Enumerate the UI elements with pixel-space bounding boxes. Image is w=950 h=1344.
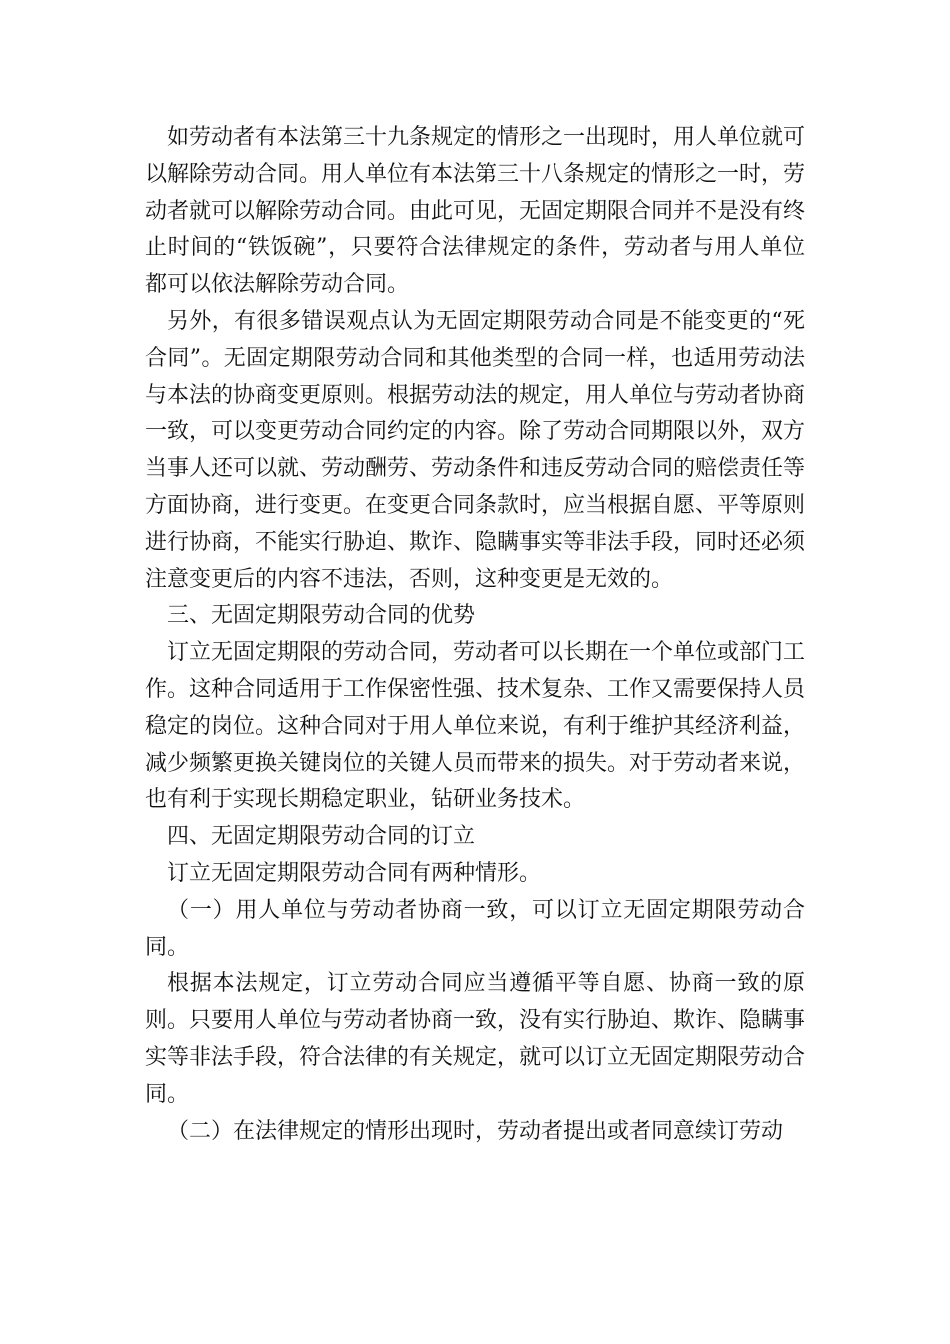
paragraph-case-one: 根据本法规定，订立劳动合同应当遵循平等自愿、协商一致的原则。只要用人单位与劳动者协商一致，没有实行胁迫、欺诈、隐瞒事实等非法手段，符合法律的有关规定，就可以订立无固定期限劳动合同。 [145,971,806,1107]
paragraph-termination: 如劳动者有本法第三十九条规定的情形之一出现时，用人单位就可以解除劳动合同。用人单位有本法第三十八条规定的情形之一时，劳动者就可以解除劳动合同。由此可见，无固定期限合同并不是没有终止时间的“铁饭碗”，只要符合法律规定的条件，劳动者与用人单位都可以依法解除劳动合同。 [145,125,806,298]
subheading-case-two: （二）在法律规定的情形出现时，劳动者提出或者同意续订劳动 [167,1118,784,1144]
paragraph-two-cases: 订立无固定期限劳动合同有两种情形。 [167,860,542,886]
document-body [145,120,805,1150]
paragraph-advantages: 订立无固定期限的劳动合同，劳动者可以长期在一个单位或部门工作。这种合同适用于工作保密性强、技术复杂、工作又需要保持人员稳定的岗位。这种合同对于用人单位来说，有利于维护其经济利益，减少频繁更换关键岗位的关键人员而带来的损失。对于劳动者来说，也有利于实现长期稳定职业，钻研业务技术。 [145,640,806,813]
section-heading-advantages: 三、无固定期限劳动合同的优势 [167,603,476,629]
section-heading-conclusion: 四、无固定期限劳动合同的订立 [167,824,476,850]
subheading-case-one: （一）用人单位与劳动者协商一致，可以订立无固定期限劳动合同。 [145,897,805,960]
paragraph-modification: 另外，有很多错误观点认为无固定期限劳动合同是不能变更的“死合同”。无固定期限劳动合同和其他类型的合同一样，也适用劳动法与本法的协商变更原则。根据劳动法的规定，用人单位与劳动者协商一致，可以变更劳动合同约定的内容。除了劳动合同期限以外，双方当事人还可以就、劳动酬劳、劳动条件和违反劳动合同的赔偿责任等方面协商，进行变更。在变更合同条款时，应当根据自愿、平等原则进行协商，不能实行胁迫、欺诈、隐瞒事实等非法手段，同时还必须注意变更后的内容不违法，否则，这种变更是无效的。 [145,308,806,592]
